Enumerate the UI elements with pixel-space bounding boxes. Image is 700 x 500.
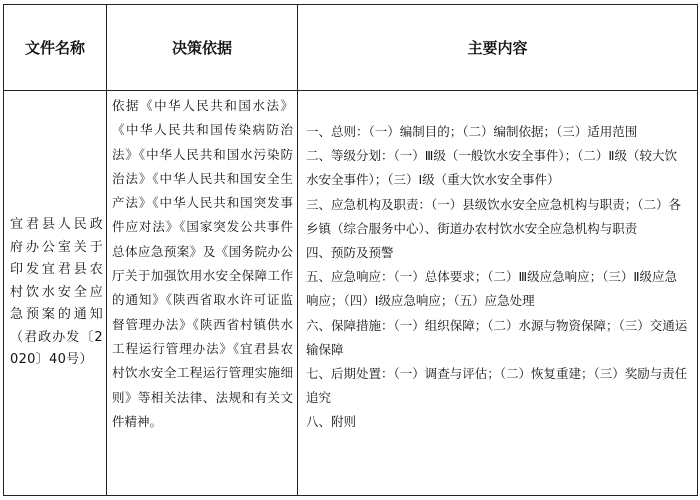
header-row <box>4 5 698 91</box>
decision-basis-text: 依据《中华人民共和国水法》《中华人民共和国传染病防治法》《中华人民共和国水污染防治法》《中华人民共和国安全生产法》《中华人民共和国突发事件应对法》《国家突发公共事件总体应急预案》及《国务院办公厅关于加强饮用水安全保障工作的通知》《陕西省取水许可证监督管理办法》《陕西省村镇供水工程运行管理办法》《宜君县农村饮水安全工程运行管理实施细则》等相关法律、法规和有关文件精神。 <box>112 98 293 429</box>
policy-table <box>3 4 698 496</box>
content-section-3: 三、应急机构及职责：（一）县级饮水安全应急机构与职责；（二）各乡镇（综合服务中心）、街道办农村饮水安全应急机构与职责 <box>306 196 682 236</box>
content-section-7: 七、后期处置：（一）调查与评估；（二）恢复重建；（三）奖励与责任追究 <box>306 366 688 406</box>
file-name-text: 宜君县人民政府办公室关于印发宜君县农村饮水安全应急预案的通知（君政办发〔2020〕40号） <box>10 217 103 368</box>
header-decision-basis: 决策依据 <box>107 5 298 91</box>
decision-basis-cell <box>107 91 298 496</box>
content-section-1: 一、总则：（一）编制目的；（二）编制依据；（三）适用范围 <box>306 124 638 139</box>
content-section-5: 五、应急响应：（一）总体要求；（二）Ⅲ级应急响应；（三）Ⅱ级应急响应；（四）Ⅰ级应急响应；（五）应急处理 <box>306 269 678 309</box>
content-section-4: 四、预防及预警 <box>306 245 394 261</box>
content-section-6: 六、保障措施：（一）组织保障；（二）水源与物资保障；（三）交通运输保障 <box>306 317 688 357</box>
header-file-name: 文件名称 <box>4 5 107 91</box>
content-section-2: 二、等级分划：（一）Ⅲ级（一般饮水安全事件）；（二）Ⅱ级（较大饮水安全事件）；（三）Ⅰ级（重大饮水安全事件） <box>306 148 678 188</box>
main-content-cell <box>298 91 698 496</box>
content-section-8: 八、附则 <box>306 414 357 430</box>
header-main-content: 主要内容 <box>298 5 698 91</box>
table-row <box>4 91 698 496</box>
file-name-cell <box>4 91 107 496</box>
